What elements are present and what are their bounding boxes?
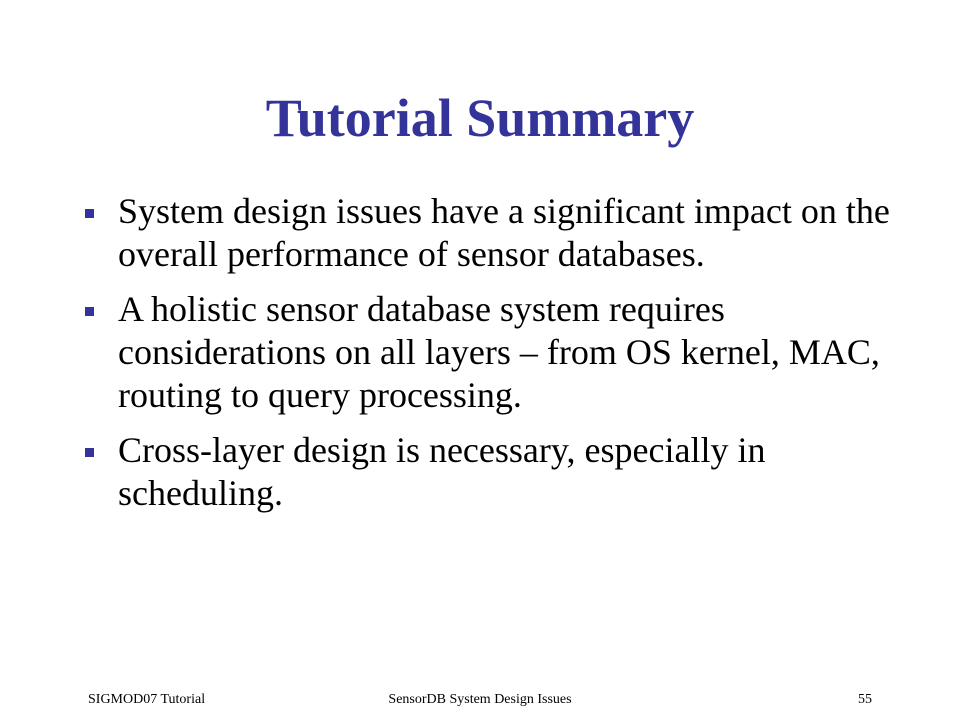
bullet-item-2	[84, 288, 904, 417]
page-number: 55	[858, 692, 872, 707]
bullet-item-1	[84, 190, 904, 276]
square-bullet-icon	[85, 448, 94, 457]
bullet-text-2: A holistic sensor database system requires considerations on all layers – from OS kernel, MAC, routing to query processing.	[118, 289, 880, 415]
footer-left-text: SIGMOD07 Tutorial	[88, 692, 206, 707]
bullet-text-3: Cross-layer design is necessary, especially in scheduling.	[118, 430, 766, 513]
square-bullet-icon	[85, 307, 94, 316]
square-bullet-icon	[85, 209, 94, 218]
footer-center-text: SensorDB System Design Issues	[388, 692, 572, 707]
bullet-text-1: System design issues have a significant impact on the overall performance of sensor databases.	[118, 191, 890, 274]
bullet-list	[84, 190, 904, 527]
bullet-item-3	[84, 429, 904, 515]
slide-title: Tutorial Summary	[265, 88, 695, 148]
